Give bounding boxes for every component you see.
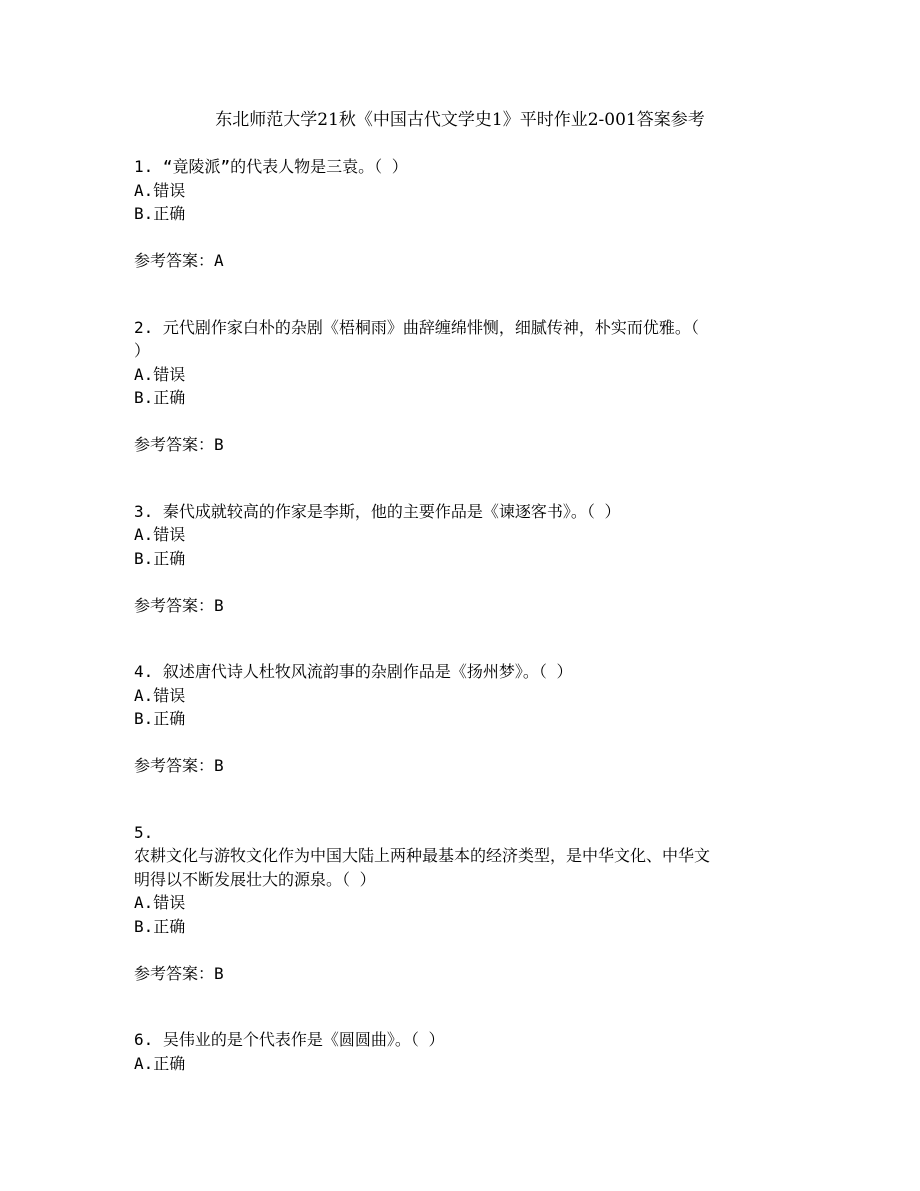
question-6 (134, 1028, 794, 1075)
question-1 (134, 155, 794, 273)
question-text: 叙述唐代诗人杜牧风流韵事的杂剧作品是《扬州梦》。（ ） (162, 662, 573, 681)
option-a: A.错误 (134, 685, 186, 705)
question-text: “竟陵派”的代表人物是三袁。（ ） (162, 157, 408, 176)
question-text-continued: 明得以不断发展壮大的源泉。（ ） (134, 869, 376, 889)
option-b: B.正确 (134, 916, 186, 936)
question-stem (134, 155, 794, 179)
option-a: A.错误 (134, 364, 186, 384)
question-number: 2. (134, 317, 154, 337)
question-text: 农耕文化与游牧文化作为中国大陆上两种最基本的经济类型，是中华文化、中华文 (134, 846, 711, 865)
option-a: A.错误 (134, 893, 186, 912)
question-number: 6. (134, 1030, 154, 1049)
question-number: 5. (134, 822, 154, 842)
document-title: 东北师范大学21秋《中国古代文学史1》平时作业2-001答案参考 (215, 110, 705, 130)
question-5 (134, 821, 794, 986)
question-4 (134, 660, 794, 778)
question-number: 3. (134, 501, 154, 521)
option-a: A.错误 (134, 525, 186, 544)
question-2 (134, 316, 794, 457)
question-stem (134, 660, 794, 684)
question-text: 吴伟业的是个代表作是《圆圆曲》。（ ） (162, 1030, 445, 1049)
reference-answer: 参考答案：B (134, 756, 224, 775)
question-3 (134, 500, 794, 618)
question-stem (134, 500, 794, 524)
question-text: 秦代成就较高的作家是李斯，他的主要作品是《谏逐客书》。（ ） (162, 501, 621, 521)
question-list (134, 155, 794, 1075)
option-b: B.正确 (134, 709, 186, 728)
question-text: 元代剧作家白朴的杂剧《梧桐雨》曲辞缠绵悱恻，细腻传神，朴实而优雅。（ (162, 317, 699, 337)
option-b: B.正确 (134, 204, 186, 223)
question-stem (134, 316, 794, 340)
question-number: 1. (134, 157, 154, 176)
option-a: A.错误 (134, 180, 186, 200)
reference-answer: 参考答案：A (134, 251, 224, 270)
option-a: A.正确 (134, 1053, 186, 1073)
reference-answer: 参考答案：B (134, 595, 224, 615)
reference-answer: 参考答案：B (134, 435, 224, 454)
question-text-continued: ） (134, 341, 151, 360)
question-stem (134, 1028, 794, 1052)
option-b: B.正确 (134, 388, 186, 407)
option-b: B.正确 (134, 548, 186, 568)
question-number: 4. (134, 662, 154, 681)
reference-answer: 参考答案：B (134, 963, 224, 983)
